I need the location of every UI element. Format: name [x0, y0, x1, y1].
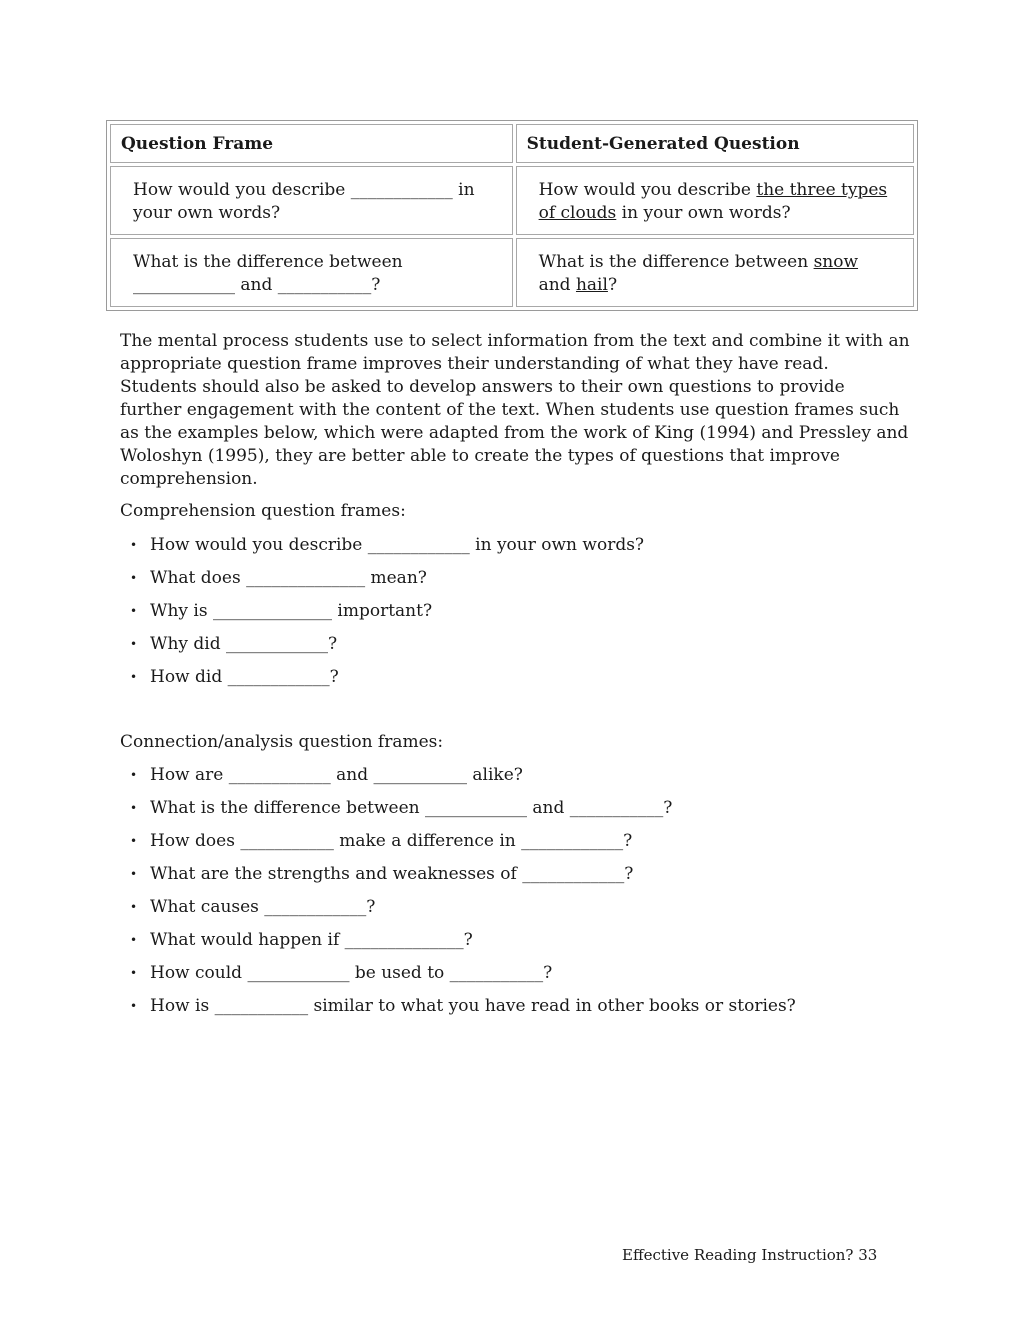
list-item: • How is ___________ similar to what you have read in other books or stories? [130, 996, 796, 1016]
bullet-icon: • [130, 867, 138, 881]
header-question-frame: Question Frame [110, 124, 513, 163]
connection-list [120, 764, 796, 1028]
list-item: • What is the difference between ____________ and ___________? [130, 798, 673, 818]
table-header-row [110, 124, 914, 163]
student-question-cell [516, 166, 914, 235]
list-item: • How does ___________ make a difference in ____________? [130, 831, 633, 851]
bullet-icon: • [130, 604, 138, 618]
table-row [110, 238, 914, 307]
bullet-icon: • [130, 900, 138, 914]
bullet-icon: • [130, 670, 138, 684]
bullet-icon: • [130, 999, 138, 1013]
bullet-icon: • [130, 933, 138, 947]
list-item: • How would you describe ____________ in your own words? [130, 535, 645, 555]
body-paragraph: The mental process students use to select information from the text and combine it with an appropriate question frame improves their understanding of what they have read. Students should also be asked to develop answers to their own questions to provide further engagement with the content of the text. When students use question frames such as the examples below, which were adapted from the work of King (1994) and Pressley and Woloshyn (1995), they are better able to create the types of questions that improve comprehension. [120, 331, 910, 489]
connection-heading: Connection/analysis question frames: [120, 732, 444, 752]
page-footer: Effective Reading Instruction? 33 [622, 1246, 878, 1264]
comprehension-list [120, 534, 644, 699]
list-item: • What does ______________ mean? [130, 568, 427, 588]
frame-cell: How would you describe ____________ in your own words? [110, 166, 513, 235]
question-frame-table [106, 120, 918, 311]
student-question-cell [516, 238, 914, 307]
list-item: • What causes ____________? [130, 897, 376, 917]
bullet-icon: • [130, 768, 138, 782]
list-item: • How are ____________ and ___________ alike? [130, 765, 523, 785]
student-question-text: ? [607, 275, 618, 295]
bullet-icon: • [130, 571, 138, 585]
underlined-answer: the three types of clouds [538, 180, 888, 223]
frame-cell: What is the difference between ____________ and ___________? [110, 238, 513, 307]
bullet-icon: • [130, 801, 138, 815]
bullet-icon: • [130, 637, 138, 651]
list-item: • How did ____________? [130, 667, 339, 687]
header-student-generated-question: Student-Generated Question [516, 124, 914, 163]
student-question-text: What is the difference between [538, 252, 814, 272]
list-item: • What are the strengths and weaknesses of ____________? [130, 864, 634, 884]
underlined-answer: snow [813, 252, 859, 272]
student-question-text: and [538, 275, 576, 295]
student-question-text: in your own words? [616, 203, 791, 223]
list-item: • What would happen if ______________? [130, 930, 473, 950]
bullet-icon: • [130, 538, 138, 552]
table-row [110, 166, 914, 235]
bullet-icon: • [130, 966, 138, 980]
underlined-answer: hail [575, 275, 608, 295]
student-question-text: How would you describe [538, 180, 757, 200]
bullet-icon: • [130, 834, 138, 848]
comprehension-heading: Comprehension question frames: [120, 501, 406, 521]
list-item: • How could ____________ be used to ___________? [130, 963, 553, 983]
list-item: • Why is ______________ important? [130, 601, 433, 621]
list-item: • Why did ____________? [130, 634, 338, 654]
